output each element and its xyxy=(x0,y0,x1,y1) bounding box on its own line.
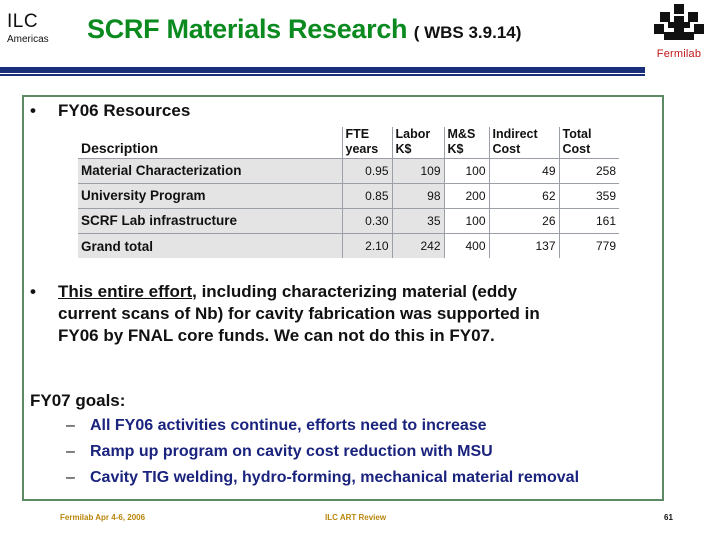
cell-labor: 109 xyxy=(392,158,444,183)
cell-fte: 2.10 xyxy=(342,234,392,258)
cell-labor: 35 xyxy=(392,208,444,233)
header-total xyxy=(559,127,619,158)
footer-event: Fermilab Apr 4-6, 2006 xyxy=(60,513,146,522)
footer-title: ILC ART Review xyxy=(325,513,387,522)
cell-indirect: 137 xyxy=(489,234,559,258)
ilc-logo-text: ILC xyxy=(7,11,39,32)
cell-fte: 0.85 xyxy=(342,183,392,208)
cell-fte: 0.30 xyxy=(342,208,392,233)
goals-heading: FY07 goals: xyxy=(30,391,126,410)
header-ms-line2: K$ xyxy=(447,142,464,156)
header-rule-thick xyxy=(0,67,645,73)
bullet-marker: • xyxy=(30,282,36,301)
cell-ms: 400 xyxy=(444,234,489,258)
cell-indirect: 49 xyxy=(489,158,559,183)
bullet-text: FY06 Resources xyxy=(58,101,191,120)
fermilab-wordmark: Fermilab xyxy=(656,48,702,60)
bullet-text-line2: current scans of Nb) for cavity fabrication was supported in xyxy=(58,304,540,323)
table-row xyxy=(78,158,619,183)
bullet-text-line3: FY06 by FNAL core funds. We can not do this in FY07. xyxy=(58,326,495,345)
fermilab-icon xyxy=(640,2,718,48)
table-row xyxy=(78,208,619,233)
cell-fte: 0.95 xyxy=(342,158,392,183)
header-ms xyxy=(444,127,489,158)
page-number: 61 xyxy=(664,513,673,522)
slide-title-main: SCRF Materials Research xyxy=(87,14,408,44)
cell-description: University Program xyxy=(78,183,342,208)
goal-text: Cavity TIG welding, hydro-forming, mechanical material removal xyxy=(90,469,580,486)
slide-title-wbs: ( WBS 3.9.14) xyxy=(413,23,522,42)
cell-indirect: 62 xyxy=(489,183,559,208)
header-labor-line2: K$ xyxy=(395,142,412,156)
header-rule-thin xyxy=(0,74,645,76)
cell-description: Material Characterization xyxy=(78,158,342,183)
ilc-logo-subtext: Americas xyxy=(7,34,49,45)
header-fte-line2: years xyxy=(345,142,379,156)
cell-labor: 242 xyxy=(392,234,444,258)
header-description: Description xyxy=(81,139,159,156)
table-header-row xyxy=(78,127,619,158)
cell-ms: 100 xyxy=(444,158,489,183)
header-indirect-line1: Indirect xyxy=(492,127,538,141)
cell-description: Grand total xyxy=(78,234,342,258)
cell-total: 779 xyxy=(559,234,619,258)
bullet-marker: • xyxy=(30,101,36,120)
header-fte-line1: FTE xyxy=(345,127,370,141)
dash-marker: – xyxy=(66,417,75,434)
cell-total: 161 xyxy=(559,208,619,233)
cell-description: SCRF Lab infrastructure xyxy=(78,208,342,233)
goal-text: Ramp up program on cavity cost reduction with MSU xyxy=(90,443,493,460)
underlined-phrase: This entire effort xyxy=(58,282,193,301)
cell-total: 359 xyxy=(559,183,619,208)
goal-item xyxy=(66,443,493,461)
cell-labor: 98 xyxy=(392,183,444,208)
header-labor-line1: Labor xyxy=(395,127,431,141)
header-indirect-line2: Cost xyxy=(492,142,521,156)
goal-item xyxy=(66,469,579,487)
goal-text: All FY06 activities continue, efforts need to increase xyxy=(90,417,487,434)
fy06-resources-table xyxy=(78,127,619,258)
cell-indirect: 26 xyxy=(489,208,559,233)
header-fte xyxy=(342,127,392,158)
dash-marker: – xyxy=(66,443,75,460)
bullet-text xyxy=(58,281,648,347)
header-ms-line1: M&S xyxy=(447,127,476,141)
cell-ms: 200 xyxy=(444,183,489,208)
bullet-text-line1: , including characterizing material (eddy xyxy=(192,282,518,301)
cell-total: 258 xyxy=(559,158,619,183)
dash-marker: – xyxy=(66,469,75,486)
table-row xyxy=(78,183,619,208)
header-indirect xyxy=(489,127,559,158)
header-labor xyxy=(392,127,444,158)
goal-item xyxy=(66,417,487,435)
fermilab-logo xyxy=(640,2,718,68)
ilc-americas-logo xyxy=(7,12,77,46)
table-row-grand-total xyxy=(78,234,619,258)
header-total-line1: Total xyxy=(562,127,592,141)
header-total-line2: Cost xyxy=(562,142,591,156)
slide-title xyxy=(87,14,521,45)
cell-ms: 100 xyxy=(444,208,489,233)
